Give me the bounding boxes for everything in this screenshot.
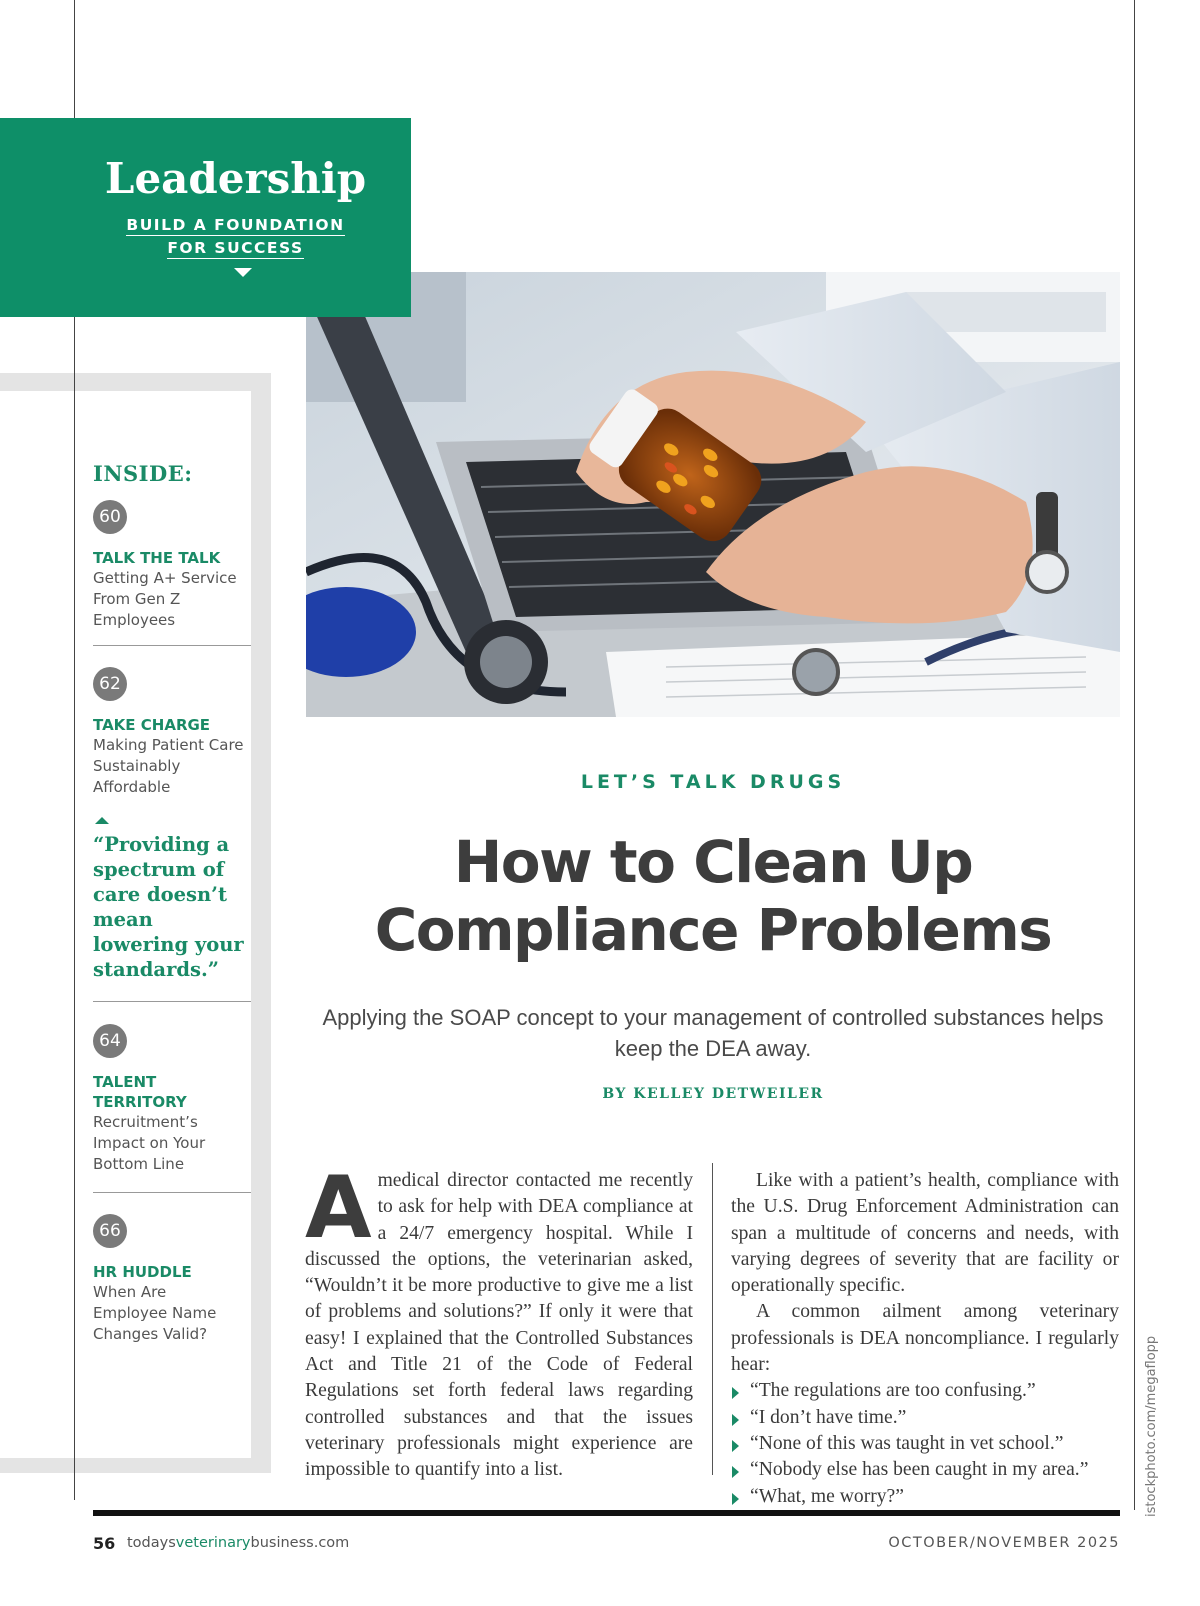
article-byline: BY KELLEY DETWEILER: [602, 1086, 824, 1102]
list-item: [731, 1378, 1119, 1404]
page-number-badge: 62: [93, 667, 127, 701]
toc-item[interactable]: [93, 500, 245, 631]
list-item-text: “Nobody else has been caught in my area.”: [750, 1459, 1089, 1481]
bullet-triangle-icon: [732, 1414, 739, 1426]
toc-description: Recruitment’s Impact on Your Bottom Line: [93, 1113, 206, 1173]
site-url-prefix: todays: [127, 1535, 176, 1551]
page-number-badge: 60: [93, 500, 127, 534]
article-photo: [306, 272, 1120, 717]
list-item: [731, 1431, 1119, 1457]
page-number: 56: [93, 1534, 116, 1553]
article-column-1: [305, 1158, 693, 1484]
inside-heading: INSIDE:: [93, 461, 193, 486]
drop-cap: A: [305, 1158, 372, 1258]
footer-rule: [93, 1510, 1120, 1516]
article-kicker: LET’S TALK DRUGS: [580, 771, 846, 793]
left-margin-line-overlay: [74, 373, 75, 1500]
site-url[interactable]: [127, 1535, 349, 1551]
toc-description: Making Patient Care Sustainably Affordable: [93, 736, 244, 796]
toc-description: When Are Employee Name Changes Valid?: [93, 1283, 217, 1343]
body-paragraph: Like with a patient’s health, compliance with the U.S. Drug Enforcement Administration can span a multitude of concerns and needs, with varying degrees of severity that are facility or operationally specific.: [731, 1170, 1119, 1297]
section-subtitle: [30, 214, 441, 260]
toc-section: HR HUDDLE: [93, 1263, 192, 1281]
toc-item[interactable]: [93, 667, 245, 798]
section-subtitle-line2: FOR SUCCESS: [167, 239, 304, 257]
toc-divider: [93, 645, 251, 646]
site-url-suffix: business.com: [250, 1535, 350, 1551]
down-arrow-icon: [234, 268, 252, 277]
bullet-triangle-icon: [732, 1466, 739, 1478]
section-title: Leadership: [104, 154, 367, 203]
body-paragraph: medical director contacted me recently to ask for help with DEA compliance at a 24/7 emergency hospital. While I discussed the options, the veterinarian asked, “Wouldn’t it be more productive to give me a list of problems and solutions?” If only it were that easy! I explained that the Controlled Substances Act and Title 21 of the Code of Federal Regulations set forth federal laws regarding controlled substances and that the issues veterinary professionals might experience are impossible to quantify into a list.: [305, 1170, 693, 1481]
photo-credit: istockphoto.com/megaflopp: [1144, 1335, 1159, 1517]
toc-section: TALENT TERRITORY: [93, 1073, 187, 1111]
quote-list: [731, 1378, 1119, 1509]
toc-divider: [93, 1192, 251, 1193]
list-item: [731, 1457, 1119, 1483]
bullet-triangle-icon: [732, 1387, 739, 1399]
article-column-2: [731, 1168, 1119, 1510]
list-item: [731, 1484, 1119, 1510]
list-item-text: “The regulations are too confusing.”: [750, 1380, 1036, 1402]
site-url-mid: veterinary: [175, 1535, 251, 1551]
up-arrow-icon: [95, 817, 109, 824]
issue-date: OCTOBER/NOVEMBER 2025: [888, 1535, 1120, 1551]
list-item-text: “What, me worry?”: [750, 1485, 904, 1507]
list-item: [731, 1405, 1119, 1431]
page-number-badge: 66: [93, 1214, 127, 1248]
section-subtitle-line1: BUILD A FOUNDATION: [126, 216, 345, 234]
toc-description: Getting A+ Service From Gen Z Employees: [93, 569, 237, 629]
toc-item[interactable]: [93, 1024, 245, 1175]
toc-divider: [93, 1001, 251, 1002]
page-number-badge: 64: [93, 1024, 127, 1058]
column-divider: [712, 1163, 713, 1475]
toc-item[interactable]: [93, 1214, 245, 1345]
article-headline: How to Clean Up Compliance Problems: [374, 828, 1052, 964]
toc-section: TAKE CHARGE: [93, 716, 211, 734]
toc-section: TALK THE TALK: [93, 549, 221, 567]
bullet-triangle-icon: [732, 1440, 739, 1452]
section-banner: [0, 118, 411, 317]
article-dek: Applying the SOAP concept to your management of controlled substances helps keep the DEA away.: [322, 1005, 1104, 1061]
right-margin-line: [1134, 0, 1135, 1510]
list-item-text: “I don’t have time.”: [750, 1406, 907, 1428]
list-item-text: “None of this was taught in vet school.”: [750, 1432, 1064, 1454]
body-paragraph: A common ailment among veterinary professionals is DEA noncompliance. I regularly hear:: [731, 1301, 1119, 1376]
bullet-triangle-icon: [732, 1493, 739, 1505]
pull-quote: “Providing a spectrum of care doesn’t mean lowering your standards.”: [93, 833, 244, 981]
